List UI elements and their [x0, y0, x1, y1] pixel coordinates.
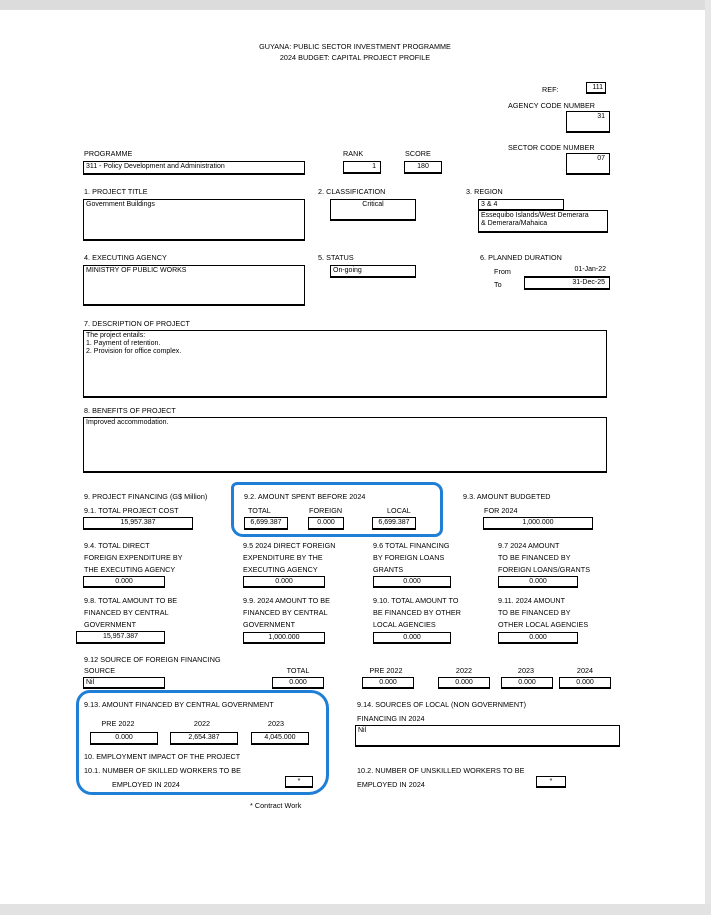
- f912-label: 9.12 SOURCE OF FOREIGN FINANCING: [84, 655, 221, 664]
- scan-edge-top: [0, 0, 711, 10]
- f911-label-2: TO BE FINANCED BY: [498, 608, 571, 617]
- f96-label-3: GRANTS: [373, 565, 404, 574]
- f94-field: 0.000: [83, 576, 165, 588]
- f95-label-2: EXPENDITURE BY THE: [243, 553, 323, 562]
- region-label: 3. REGION: [466, 187, 503, 196]
- unskilled-label-1: 10.2. NUMBER OF UNSKILLED WORKERS TO BE: [357, 766, 525, 775]
- footnote: * Contract Work: [250, 801, 302, 810]
- scan-edge-right: [705, 0, 711, 915]
- f912-source-field: Nil: [83, 677, 165, 689]
- f99-label-2: FINANCED BY CENTRAL: [243, 608, 328, 617]
- agency-code-field: 31: [566, 111, 610, 133]
- duration-to-field: 31-Dec-25: [524, 277, 610, 290]
- f912-2022-field: 0.000: [438, 677, 490, 689]
- f911-label-1: 9.11. 2024 AMOUNT: [498, 596, 566, 605]
- f98-field: 15,957.387: [76, 631, 165, 644]
- spent-local-field: 6,699.387: [372, 517, 416, 530]
- f912-pre2022-field: 0.000: [362, 677, 414, 689]
- header-title: GUYANA: PUBLIC SECTOR INVESTMENT PROGRAMME: [259, 42, 451, 51]
- f97-label-1: 9.7 2024 AMOUNT: [498, 541, 560, 550]
- project-title-field: Government Buildings: [83, 199, 305, 241]
- classification-label: 2. CLASSIFICATION: [318, 187, 386, 196]
- unskilled-field: *: [536, 776, 566, 788]
- f95-field: 0.000: [243, 576, 325, 588]
- f910-label-2: BE FINANCED BY OTHER: [373, 608, 461, 617]
- f911-label-3: OTHER LOCAL AGENCIES: [498, 620, 589, 629]
- budgeted-for-label: FOR 2024: [484, 506, 518, 515]
- f95-label-3: EXECUTING AGENCY: [243, 565, 318, 574]
- budgeted-field: 1,000.000: [483, 517, 593, 530]
- f99-label-3: GOVERNMENT: [243, 620, 296, 629]
- f914-field: Nil: [355, 725, 620, 747]
- f94-label-2: FOREIGN EXPENDITURE BY: [84, 553, 183, 562]
- sector-code-label: SECTOR CODE NUMBER: [508, 143, 595, 152]
- description-label: 7. DESCRIPTION OF PROJECT: [84, 319, 190, 328]
- spent-local-label: LOCAL: [387, 506, 411, 515]
- f912-col-pre2022: PRE 2022: [369, 666, 403, 675]
- status-label: 5. STATUS: [318, 253, 354, 262]
- scan-edge-bottom: [0, 904, 711, 915]
- f912-col-total: TOTAL: [286, 666, 310, 675]
- f912-source-label: SOURCE: [84, 666, 116, 675]
- f911-field: 0.000: [498, 632, 578, 644]
- skilled-label-2: EMPLOYED IN 2024: [112, 780, 180, 789]
- f913-2022-field: 2,654.387: [170, 732, 238, 745]
- programme-field: 311 - Policy Development and Administration: [83, 161, 305, 175]
- f95-label-1: 9.5 2024 DIRECT FOREIGN: [243, 541, 336, 550]
- spent-foreign-field: 0.000: [308, 517, 344, 530]
- financing-label: 9. PROJECT FINANCING (G$ Million): [84, 492, 208, 501]
- f912-2023-field: 0.000: [501, 677, 553, 689]
- benefits-field: Improved accommodation.: [83, 417, 607, 473]
- f913-pre2022-field: 0.000: [90, 732, 158, 745]
- benefits-label: 8. BENEFITS OF PROJECT: [84, 406, 176, 415]
- f913-col-pre2022: PRE 2022: [101, 719, 135, 728]
- project-title-label: 1. PROJECT TITLE: [84, 187, 148, 196]
- classification-field: Critical: [330, 199, 416, 221]
- f913-col-2023: 2023: [267, 719, 285, 728]
- duration-label: 6. PLANNED DURATION: [480, 253, 562, 262]
- region-detail-field: Essequibo Islands/West Demerara & Demerara/Mahaica: [478, 210, 608, 233]
- executing-agency-label: 4. EXECUTING AGENCY: [84, 253, 167, 262]
- description-field: The project entails: 1. Payment of retention. 2. Provision for office complex.: [83, 330, 607, 398]
- employment-label: 10. EMPLOYMENT IMPACT OF THE PROJECT: [84, 752, 241, 761]
- f97-label-2: TO BE FINANCED BY: [498, 553, 571, 562]
- f912-col-2024: 2024: [576, 666, 594, 675]
- skilled-field: *: [285, 776, 313, 788]
- rank-field: 1: [343, 161, 381, 174]
- header-subtitle: 2024 BUDGET: CAPITAL PROJECT PROFILE: [279, 53, 431, 62]
- f99-label-1: 9.9. 2024 AMOUNT TO BE: [243, 596, 330, 605]
- duration-to-label: To: [494, 280, 502, 289]
- duration-from-field: 01-Jan-22: [524, 265, 610, 277]
- f914-label-2: FINANCING IN 2024: [357, 714, 425, 723]
- total-cost-field: 15,957.387: [83, 517, 193, 530]
- f913-2023-field: 4,045.000: [251, 732, 309, 745]
- f94-label-1: 9.4. TOTAL DIRECT: [84, 541, 150, 550]
- sector-code-field: 07: [566, 153, 610, 175]
- f97-field: 0.000: [498, 576, 578, 588]
- score-label: SCORE: [405, 149, 431, 158]
- region-field: 3 & 4: [478, 199, 564, 211]
- f94-label-3: THE EXECUTING AGENCY: [84, 565, 176, 574]
- f913-label: 9.13. AMOUNT FINANCED BY CENTRAL GOVERNMENT: [84, 700, 274, 709]
- f96-label-1: 9.6 TOTAL FINANCING: [373, 541, 450, 550]
- ref-field: 111: [586, 82, 606, 94]
- executing-agency-field: MINISTRY OF PUBLIC WORKS: [83, 265, 305, 306]
- agency-code-label: AGENCY CODE NUMBER: [508, 101, 596, 110]
- f96-field: 0.000: [373, 576, 451, 588]
- f912-col-2023: 2023: [517, 666, 535, 675]
- rank-label: RANK: [343, 149, 364, 158]
- score-field: 180: [404, 161, 442, 174]
- f910-label-3: LOCAL AGENCIES: [373, 620, 436, 629]
- f910-label-1: 9.10. TOTAL AMOUNT TO: [373, 596, 459, 605]
- programme-label: PROGRAMME: [84, 149, 133, 158]
- unskilled-label-2: EMPLOYED IN 2024: [357, 780, 425, 789]
- spent-foreign-label: FOREIGN: [309, 506, 343, 515]
- spent-total-label: TOTAL: [248, 506, 271, 515]
- annotation-circle-central-govt: [76, 690, 329, 795]
- f98-label-1: 9.8. TOTAL AMOUNT TO BE: [84, 596, 178, 605]
- f912-total-field: 0.000: [272, 677, 324, 689]
- spent-total-field: 6,699.387: [244, 517, 288, 530]
- f913-col-2022: 2022: [193, 719, 211, 728]
- f914-label-1: 9.14. SOURCES OF LOCAL (NON GOVERNMENT): [357, 700, 527, 709]
- f98-label-3: GOVERNMENT: [84, 620, 137, 629]
- f912-2024-field: 0.000: [559, 677, 611, 689]
- f912-col-2022: 2022: [455, 666, 473, 675]
- annotation-circle-spent: [231, 482, 443, 537]
- f910-field: 0.000: [373, 632, 451, 644]
- ref-label: REF:: [542, 85, 559, 94]
- f98-label-2: FINANCED BY CENTRAL: [84, 608, 169, 617]
- f97-label-3: FOREIGN LOANS/GRANTS: [498, 565, 591, 574]
- skilled-label-1: 10.1. NUMBER OF SKILLED WORKERS TO BE: [84, 766, 241, 775]
- duration-from-label: From: [494, 267, 511, 276]
- budgeted-label: 9.3. AMOUNT BUDGETED: [463, 492, 551, 501]
- status-field: On-going: [330, 265, 416, 278]
- f96-label-2: BY FOREIGN LOANS: [373, 553, 445, 562]
- f99-field: 1,000.000: [243, 632, 325, 644]
- total-cost-label: 9.1. TOTAL PROJECT COST: [84, 506, 179, 515]
- spent-before-label: 9.2. AMOUNT SPENT BEFORE 2024: [244, 492, 366, 501]
